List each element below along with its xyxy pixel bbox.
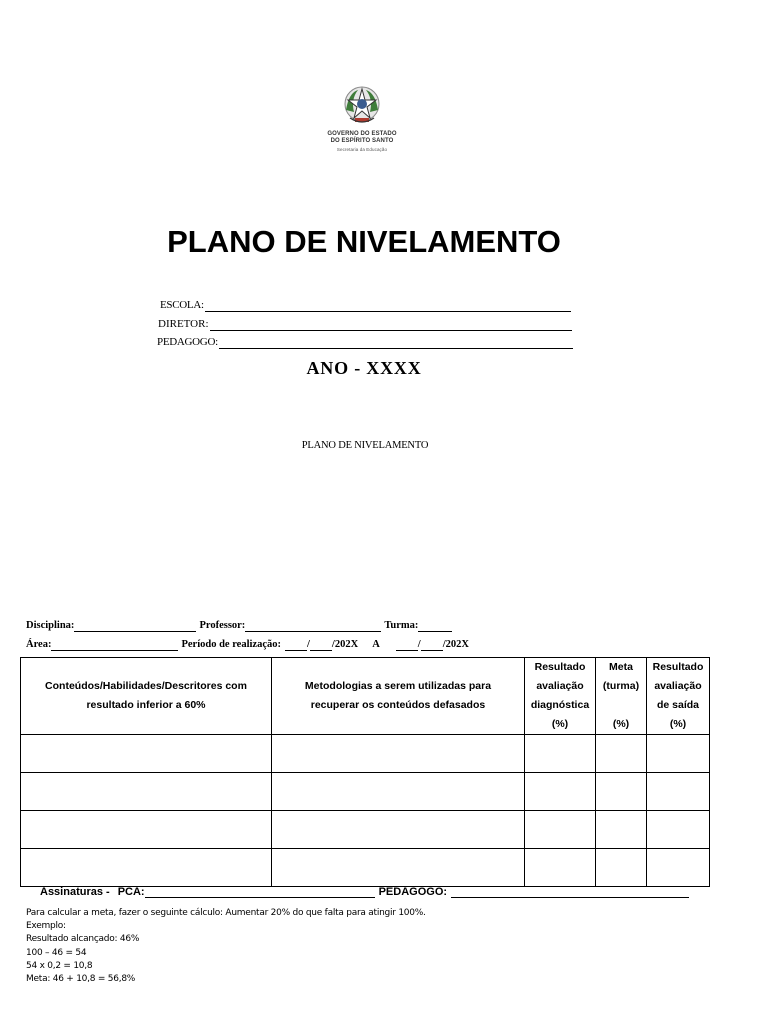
table-row: [21, 773, 710, 811]
table-cell[interactable]: [647, 735, 710, 773]
table-cell[interactable]: [525, 735, 596, 773]
table-cell[interactable]: [525, 773, 596, 811]
area-label: Área:: [26, 639, 52, 650]
table-cell[interactable]: [525, 811, 596, 849]
table-cell[interactable]: [21, 849, 272, 887]
table-cell[interactable]: [596, 811, 647, 849]
section-subtitle: PLANO DE NIVELAMENTO: [301, 440, 429, 451]
table-cell[interactable]: [272, 811, 525, 849]
table-cell[interactable]: [272, 773, 525, 811]
leveling-plan-table: [20, 657, 710, 887]
discipline-blank[interactable]: [74, 622, 196, 632]
table-cell[interactable]: [272, 735, 525, 773]
discipline-label: Disciplina:: [26, 620, 75, 631]
teacher-label: Professor:: [199, 620, 246, 631]
header-text-line: (%): [551, 718, 569, 730]
header-text-line: Meta: [609, 661, 633, 673]
table-row: [21, 849, 710, 887]
note-line: Para calcular a meta, fazer o seguinte cálculo: Aumentar 20% do que falta para atingir 100%.: [26, 908, 426, 918]
header-exit-result: [647, 658, 710, 735]
class-blank[interactable]: [418, 622, 452, 632]
end-month-blank[interactable]: [421, 641, 443, 651]
director-label: DIRETOR:: [158, 318, 209, 330]
header-text-line: Metodologias a serem utilizadas para: [304, 680, 492, 692]
pedagogue-label: PEDAGOGO:: [157, 336, 218, 348]
table-cell[interactable]: [647, 811, 710, 849]
government-logo: [322, 80, 402, 160]
table-cell[interactable]: [647, 773, 710, 811]
table-cell[interactable]: [21, 773, 272, 811]
school-blank-line[interactable]: [205, 302, 571, 312]
note-line: Exemplo:: [26, 921, 66, 932]
header-text-line: (turma): [602, 680, 640, 692]
header-text-line: resultado inferior a 60%: [86, 699, 206, 711]
end-day-blank[interactable]: [396, 641, 418, 651]
logo-subtext: Secretaria da Educação: [336, 147, 388, 152]
table-row: [21, 811, 710, 849]
date-separator: /: [307, 639, 310, 650]
header-text-line: de saída: [656, 699, 700, 711]
header-text-line: Resultado: [534, 661, 586, 673]
header-text-line: diagnóstica: [530, 699, 590, 711]
date-separator: /: [442, 639, 446, 650]
table-cell[interactable]: [647, 849, 710, 887]
table-row: [21, 735, 710, 773]
director-field[interactable]: [158, 318, 572, 331]
school-label: ESCOLA:: [160, 299, 204, 311]
school-field[interactable]: [160, 299, 571, 312]
director-blank-line[interactable]: [210, 321, 572, 331]
header-text-line: (%): [612, 718, 630, 730]
header-text-line: [596, 696, 646, 715]
table-header-row: [21, 658, 710, 735]
note-line: Resultado alcançado: 46%: [26, 934, 140, 945]
table-cell[interactable]: [21, 811, 272, 849]
area-period-row: [26, 639, 469, 651]
logo-text-line: GOVERNO DO ESTADO: [327, 131, 397, 137]
end-year-text: 202X: [445, 639, 469, 650]
area-blank[interactable]: [51, 641, 178, 651]
goal-calculation-note: [26, 907, 626, 986]
date-separator: /: [331, 639, 335, 650]
year-heading: ANO - XXXX: [306, 358, 422, 378]
start-day-blank[interactable]: [285, 641, 307, 651]
header-text-line: Conteúdos/Habilidades/Descritores com: [45, 680, 247, 692]
date-connector: A: [372, 639, 380, 650]
pedagogue-signature-blank[interactable]: [451, 888, 689, 898]
note-line: 100 – 46 = 54: [26, 947, 87, 958]
teacher-blank[interactable]: [245, 622, 381, 632]
start-month-blank[interactable]: [310, 641, 332, 651]
signatures-row: [40, 886, 700, 898]
note-line: Meta: 46 + 10,8 = 56,8%: [26, 974, 136, 985]
pca-signature-blank[interactable]: [145, 888, 375, 898]
table-cell[interactable]: [272, 849, 525, 887]
pca-label: PCA:: [117, 886, 145, 898]
header-contents: [21, 658, 272, 735]
header-class-goal: [596, 658, 647, 735]
header-methodologies: [272, 658, 525, 735]
date-separator: /: [417, 639, 421, 650]
table-cell[interactable]: [525, 849, 596, 887]
header-text-line: recuperar os conteúdos defasados: [310, 699, 486, 711]
header-text-line: (%): [669, 718, 687, 730]
table-cell[interactable]: [596, 849, 647, 887]
discipline-row: [26, 620, 452, 632]
class-label: Turma:: [384, 620, 419, 631]
table-cell[interactable]: [596, 735, 647, 773]
coat-of-arms-icon: [338, 80, 386, 128]
logo-text-line: DO ESPÍRITO SANTO: [330, 138, 394, 144]
pedagogue-blank-line[interactable]: [219, 339, 573, 349]
note-line: 54 x 0,2 = 10,8: [26, 960, 93, 971]
header-diagnostic-result: [525, 658, 596, 735]
document-title: PLANO DE NIVELAMENTO: [167, 224, 561, 259]
header-text-line: avaliação: [536, 680, 584, 692]
header-text-line: Resultado: [652, 661, 704, 673]
header-text-line: avaliação: [654, 680, 702, 692]
start-year-text: 202X: [334, 639, 359, 650]
pedagogue-field[interactable]: [157, 336, 573, 349]
table-cell[interactable]: [21, 735, 272, 773]
pedagogue-signature-label: PEDAGOGO:: [378, 886, 448, 898]
signatures-label: Assinaturas -: [40, 886, 110, 898]
period-label: Período de realização:: [181, 639, 281, 650]
table-cell[interactable]: [596, 773, 647, 811]
